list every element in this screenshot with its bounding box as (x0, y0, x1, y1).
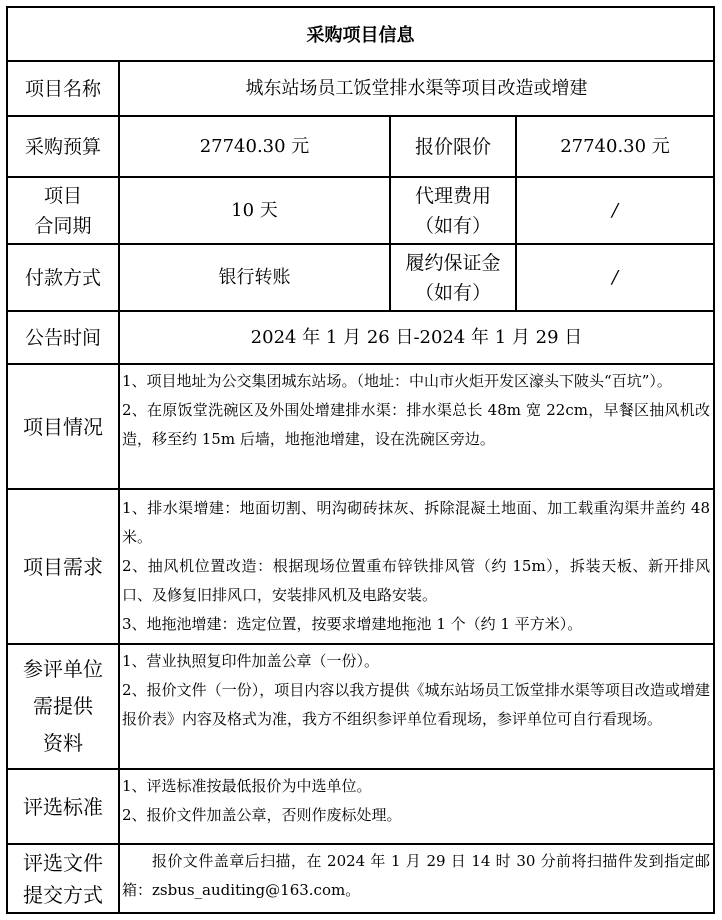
agency-fee-label (391, 178, 515, 243)
contract-period-label (8, 178, 118, 243)
submission-label (8, 845, 118, 912)
requirement-item: 1、排水渠增建：地面切割、明沟砌砖抹灰、拆除混凝土地面、加工载重沟渠井盖约 48 米。 (122, 499, 710, 546)
materials-item: 1、营业执照复印件加盖公章（一份）。 (122, 652, 380, 670)
price-limit-label: 报价限价 (414, 135, 491, 158)
materials-content (122, 647, 710, 768)
materials-label-line3: 资料 (43, 731, 83, 755)
table-border-bottom (6, 912, 715, 914)
materials-label-line2: 需提供 (33, 694, 93, 718)
announcement-value: 2024 年 1 月 26 日-2024 年 1 月 29 日 (250, 326, 583, 348)
payment-label: 付款方式 (24, 266, 101, 289)
agency-fee-value: / (611, 199, 619, 221)
project-info-item: 1、项目地址为公交集团城东站场。（地址：中山市火炬开发区濠头下陂头“百坑”）。 (122, 372, 672, 390)
performance-bond-label (391, 245, 515, 310)
table-border-right (713, 6, 715, 914)
price-limit-value: 27740.30 元 (560, 135, 670, 157)
performance-bond-label-line1: 履约保证金 (405, 251, 501, 274)
contract-period-label-line2: 合同期 (34, 214, 92, 237)
budget-label: 采购预算 (24, 135, 101, 158)
submission-label-line1: 评选文件 (23, 850, 103, 875)
criteria-label: 评选标准 (23, 794, 103, 819)
agency-fee-label-line1: 代理费用 (414, 184, 491, 207)
requirements-label: 项目需求 (23, 554, 103, 579)
materials-label-line1: 参评单位 (23, 657, 103, 681)
project-info-item: 2、在原饭堂洗碗区及外围处增建排水渠：排水渠总长 48m 宽 22cm，早餐区抽风机改造，移至约 15m 后墙，地拖池增建，设在洗碗区旁边。 (122, 401, 710, 448)
project-name-value: 城东站场员工饭堂排水渠等项目改造或增建 (245, 77, 588, 99)
budget-value: 27740.30 元 (199, 135, 310, 157)
submission-content (122, 847, 710, 912)
procurement-info-table (6, 6, 715, 914)
contract-period-value: 10 天 (231, 199, 278, 221)
submission-text: 报价文件盖章后扫描，在 2024 年 1 月 29 日 14 时 30 分前将扫描件发到指定邮箱：zsbus_auditing@163.com。 (122, 852, 710, 899)
materials-label (8, 645, 118, 768)
criteria-item: 1、评选标准按最低报价为中选单位。 (122, 777, 372, 795)
performance-bond-label-line2: （如有） (414, 281, 491, 304)
requirement-item: 2、抽风机位置改造：根据现场位置重布锌铁排风管（约 15m），拆装天板、新开排风口、及修复旧排风口，安装排风机及电路安装。 (122, 557, 710, 604)
project-info-label: 项目情况 (23, 414, 103, 439)
project-name-label: 项目名称 (24, 77, 101, 100)
announcement-label: 公告时间 (24, 326, 101, 349)
performance-bond-value: / (611, 266, 619, 288)
submission-label-line2: 提交方式 (23, 882, 103, 907)
table-title: 采购项目信息 (306, 25, 415, 46)
criteria-content (122, 772, 710, 843)
requirements-content (122, 494, 710, 643)
materials-item: 2、报价文件（一份），项目内容以我方提供《城东站场员工饭堂排水渠等项目改造或增建报价表》内容及格式为准，我方不组织参评单位看现场，参评单位可自行看现场。 (122, 681, 710, 728)
payment-value: 银行转账 (218, 266, 291, 288)
contract-period-label-line1: 项目 (43, 184, 82, 207)
requirement-item: 3、地拖池增建：选定位置，按要求增建地拖池 1 个（约 1 平方米）。 (122, 615, 583, 633)
criteria-item: 2、报价文件加盖公章，否则作废标处理。 (122, 806, 402, 824)
project-info-content (122, 367, 710, 488)
agency-fee-label-line2: （如有） (414, 214, 491, 237)
